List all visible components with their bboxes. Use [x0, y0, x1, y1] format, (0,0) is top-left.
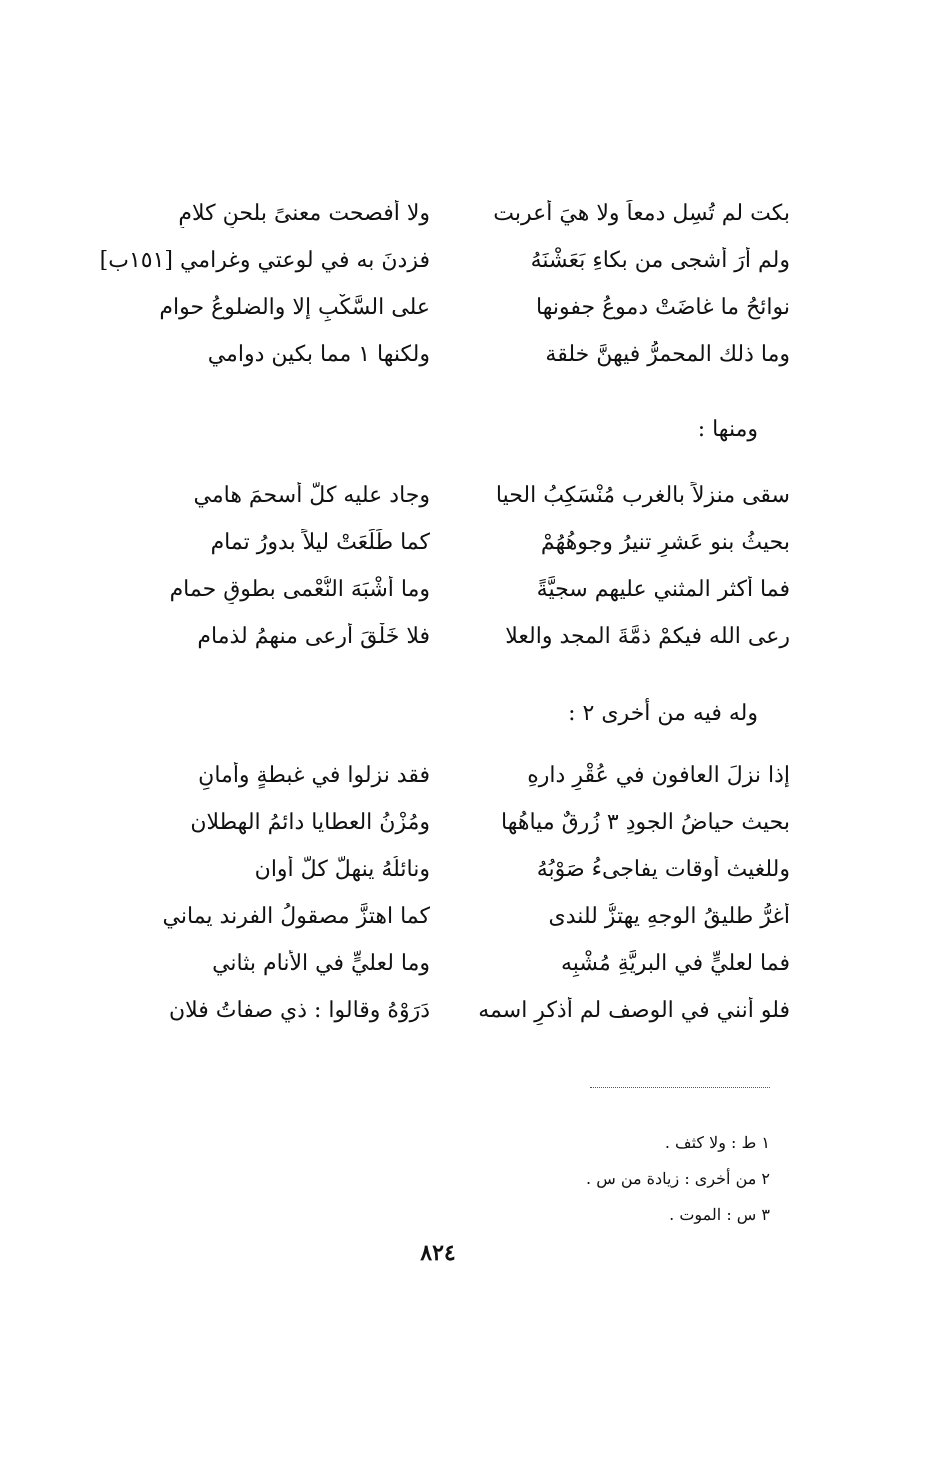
- verse-second-hemistich: ونائلُهُ ينهلُّ كلَّ أوان: [254, 856, 430, 882]
- page-number: ٨٢٤: [420, 1240, 456, 1266]
- verse-second-hemistich: فقد نزلوا في غبطةٍ وأمانِ: [198, 762, 430, 788]
- footnote-3: ٣ س : الموت .: [669, 1205, 770, 1224]
- stanza-1: [100, 190, 790, 378]
- verse-first-hemistich: رعى الله فيكمْ ذمَّةَ المجد والعلا: [505, 623, 790, 649]
- verse: [100, 613, 790, 660]
- verse-first-hemistich: ولم أرَ أشجى من بكاءِ بَعَشْنَهُ: [530, 247, 790, 273]
- verse: [100, 987, 790, 1034]
- verse: [100, 566, 790, 613]
- verse-first-hemistich: بحيث حياضُ الجودِ ٣ زُرقٌ مياهُها: [501, 809, 790, 835]
- verse-second-hemistich: وما لعليٍّ في الأنام بثاني: [212, 950, 430, 976]
- verse: [100, 472, 790, 519]
- verse-second-hemistich: على السَّكْبِ إلا والضلوعُ حوام: [159, 294, 430, 320]
- verse-first-hemistich: فما لعليٍّ في البريَّةِ مُشْبِه: [560, 950, 790, 976]
- verse-first-hemistich: سقى منزلاً بالغرب مُنْسَكِبُ الحيا: [495, 482, 790, 508]
- section-intro: ومنها :: [697, 417, 758, 442]
- verse: [100, 519, 790, 566]
- verse: [100, 284, 790, 331]
- verse: [100, 940, 790, 987]
- footnotes: [586, 1125, 770, 1233]
- verse: [100, 893, 790, 940]
- verse-first-hemistich: إذا نزلَ العافون في عُقْرِ دارهِ: [527, 762, 790, 788]
- verse-first-hemistich: وما ذلك المحمرُّ فيهنَّ خلقة: [545, 341, 790, 367]
- verse-second-hemistich: ومُزْنُ العطايا دائمُ الهطلان: [190, 809, 430, 835]
- verse-second-hemistich: ولكنها ١ مما بكين دوامي: [207, 341, 430, 367]
- stanza-3: [100, 752, 790, 1034]
- verse-first-hemistich: نوائحُ ما غاضَتْ دموعُ جفونها: [535, 294, 790, 320]
- verse-first-hemistich: أغرُّ طليقُ الوجهِ يهتزُّ للندى: [548, 903, 790, 929]
- verse: [100, 752, 790, 799]
- verse-second-hemistich: دَرَوْهُ وقالوا : ذي صفاتُ فلان: [168, 997, 430, 1023]
- verse-second-hemistich: كما اهتزَّ مصقولُ الفرند يماني: [162, 903, 430, 929]
- verse-second-hemistich: كما طَلَعَتْ ليلاً بدورُ تمام: [210, 529, 430, 555]
- verse: [100, 799, 790, 846]
- verse-second-hemistich: فلا خَلْقَ أرعى منهمُ لذمام: [197, 623, 430, 649]
- verse-second-hemistich: وما أشْبَهَ النُّعْمى بطوقِ حمام: [169, 576, 430, 602]
- footnote-separator: [590, 1087, 770, 1088]
- verse: [100, 237, 790, 284]
- verse-second-hemistich: وجاد عليه كلُّ أسحمَ هامي: [193, 482, 430, 508]
- verse-first-hemistich: فلو أنني في الوصف لم أذكرِ اسمه: [478, 997, 790, 1023]
- verse: [100, 190, 790, 237]
- section-intro: وله فيه من أخرى ٢ :: [568, 701, 758, 726]
- verse-first-hemistich: فما أكثر المثني عليهم سجيَّةً: [536, 576, 790, 602]
- verse-first-hemistich: وللغيث أوقات يفاجىءُ صَوْبُهُ: [536, 856, 790, 882]
- stanza-2: [100, 472, 790, 660]
- verse-second-hemistich: ولا أفصحت معنىً بلحنِ كلامِ: [178, 200, 430, 226]
- verse-first-hemistich: بحيثُ بنو عَشرٍ تنيرُ وجوهُهُمْ: [540, 529, 790, 555]
- footnote-1: ١ ط : ولا كثف .: [664, 1133, 770, 1152]
- verse-second-hemistich: فزدنَ به في لوعتي وغرامي [١٥١ب]: [100, 247, 430, 273]
- verse: [100, 331, 790, 378]
- footnote-2: ٢ من أخرى : زيادة من س .: [586, 1169, 770, 1188]
- verse: [100, 846, 790, 893]
- verse-first-hemistich: بكت لم تُسِل دمعاً ولا هيَ أعربت: [493, 200, 790, 226]
